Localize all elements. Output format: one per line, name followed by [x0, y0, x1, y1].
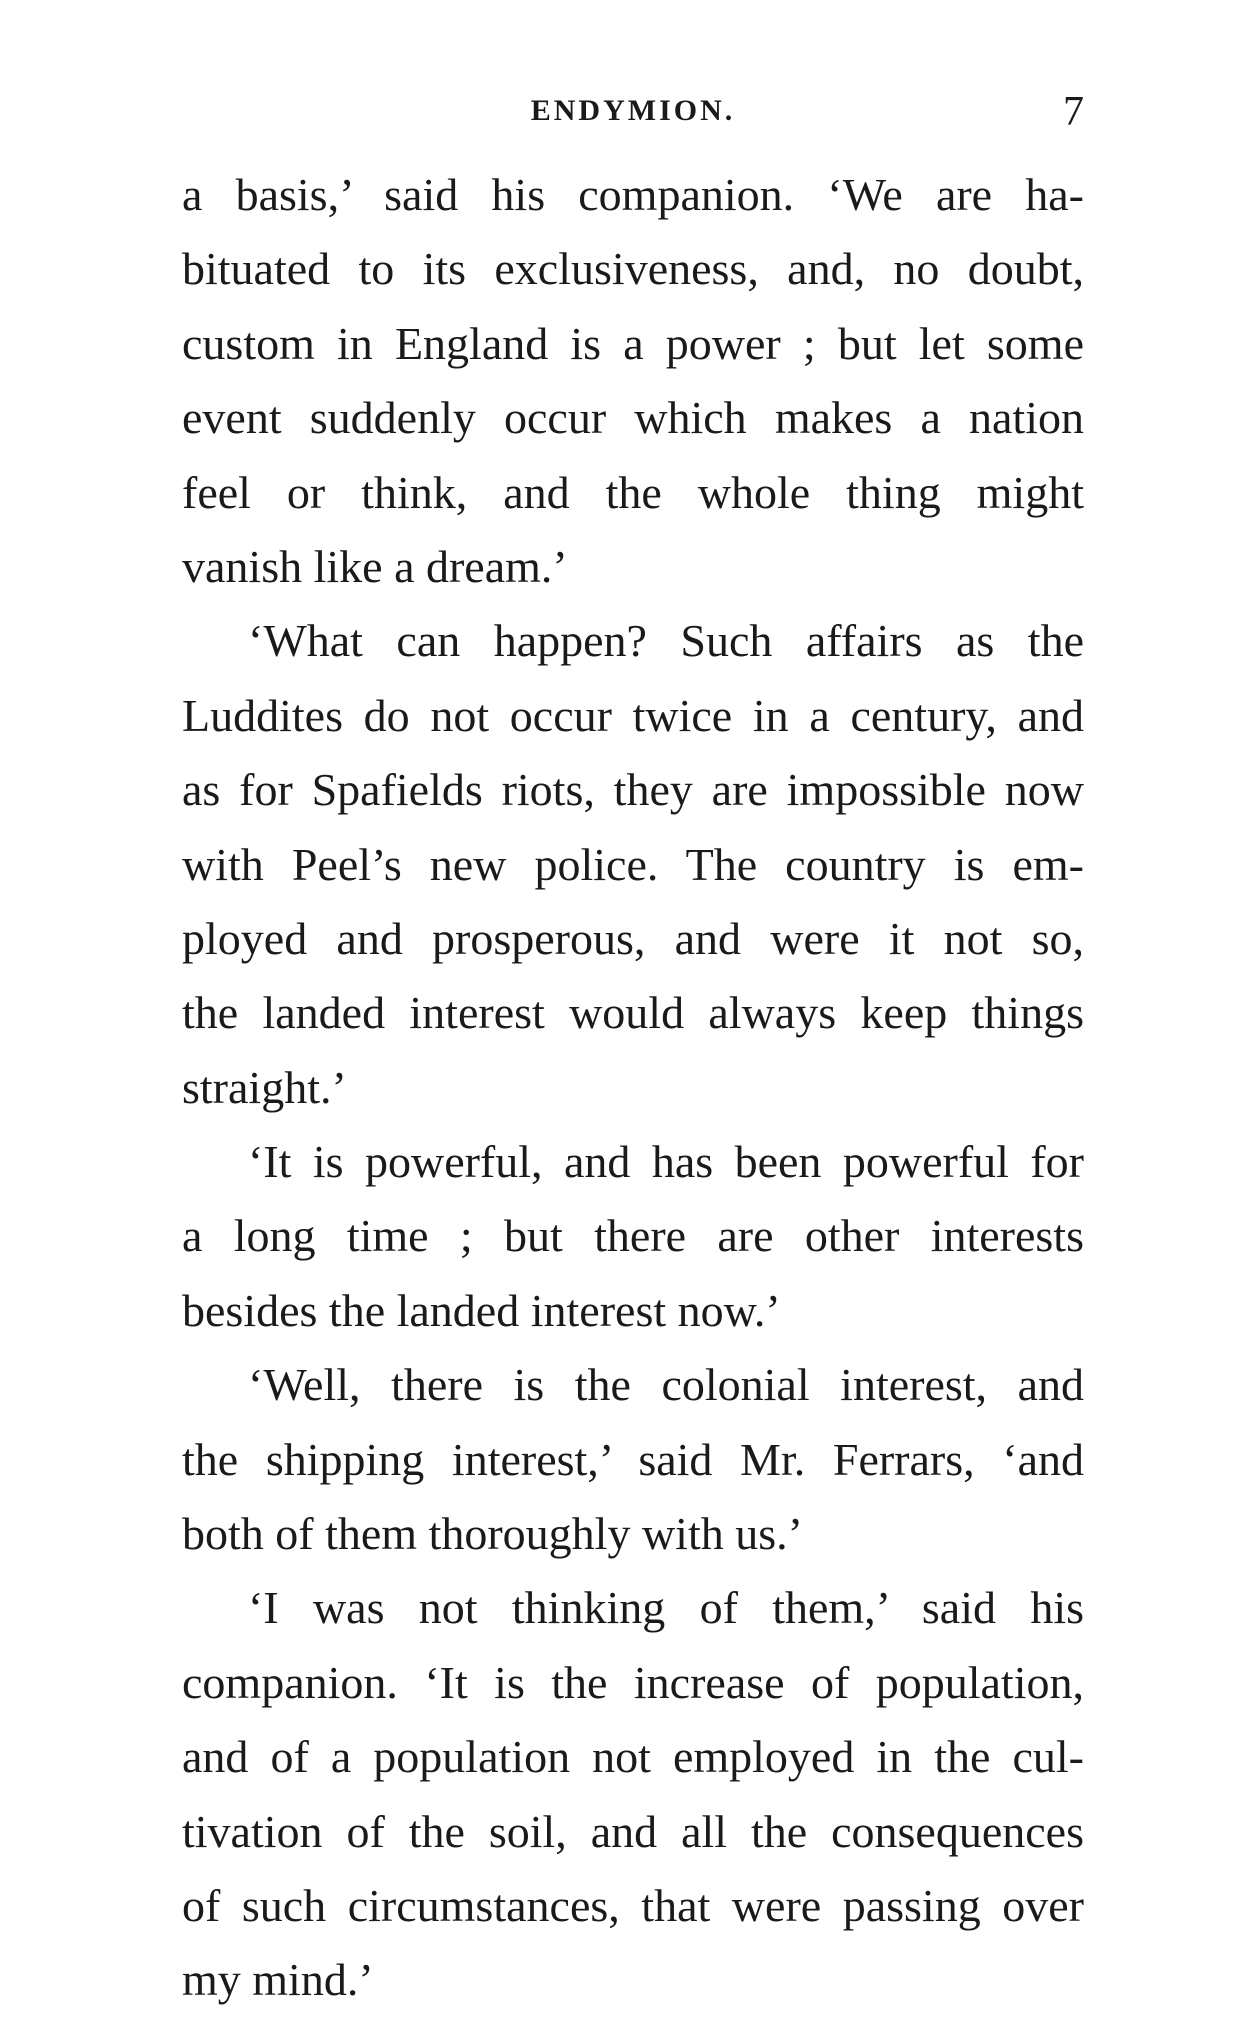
text-line: event suddenly occur which makes a nation — [182, 392, 1084, 444]
text-line: ‘Well, there is the colonial interest, and — [248, 1359, 1084, 1411]
text-line: straight.’ — [182, 1061, 347, 1113]
text-line: Luddites do not occur twice in a century, and — [182, 689, 1084, 741]
text-line: the shipping interest,’ said Mr. Ferrars, ‘and — [182, 1433, 1084, 1485]
text-line: ‘It is powerful, and has been powerful for — [248, 1136, 1084, 1188]
text-line: ‘I was not thinking of them,’ said his — [248, 1582, 1084, 1634]
running-title: ENDYMION. — [530, 94, 736, 127]
text-line: and of a population not employed in the cul- — [182, 1731, 1084, 1783]
text-line: companion. ‘It is the increase of population, — [182, 1656, 1084, 1708]
text-line: ployed and prosperous, and were it not so, — [182, 912, 1084, 964]
text-line: bituated to its exclusiveness, and, no doubt, — [182, 243, 1084, 295]
text-line: both of them thoroughly with us.’ — [182, 1508, 803, 1560]
text-line: a long time ; but there are other interests — [182, 1210, 1084, 1262]
text-line: a basis,’ said his companion. ‘We are ha- — [182, 169, 1084, 220]
body-text — [182, 158, 1084, 2018]
text-line: custom in England is a power ; but let some — [182, 317, 1084, 369]
text-line: as for Spafields riots, they are impossible now — [182, 764, 1084, 816]
running-head — [182, 88, 1084, 134]
text-line: vanish like a dream.’ — [182, 540, 568, 592]
text-line: tivation of the soil, and all the consequences — [182, 1805, 1084, 1857]
text-line: with Peel’s new police. The country is em- — [182, 838, 1084, 890]
text-line: of such circumstances, that were passing over — [182, 1879, 1084, 1931]
text-line: my mind.’ — [182, 1954, 374, 2006]
text-line: the landed interest would always keep things — [182, 987, 1084, 1039]
text-line: besides the landed interest now.’ — [182, 1284, 781, 1336]
text-line: ‘What can happen? Such affairs as the — [248, 615, 1084, 667]
text-line: feel or think, and the whole thing might — [182, 466, 1084, 518]
page-number: 7 — [1063, 89, 1084, 135]
